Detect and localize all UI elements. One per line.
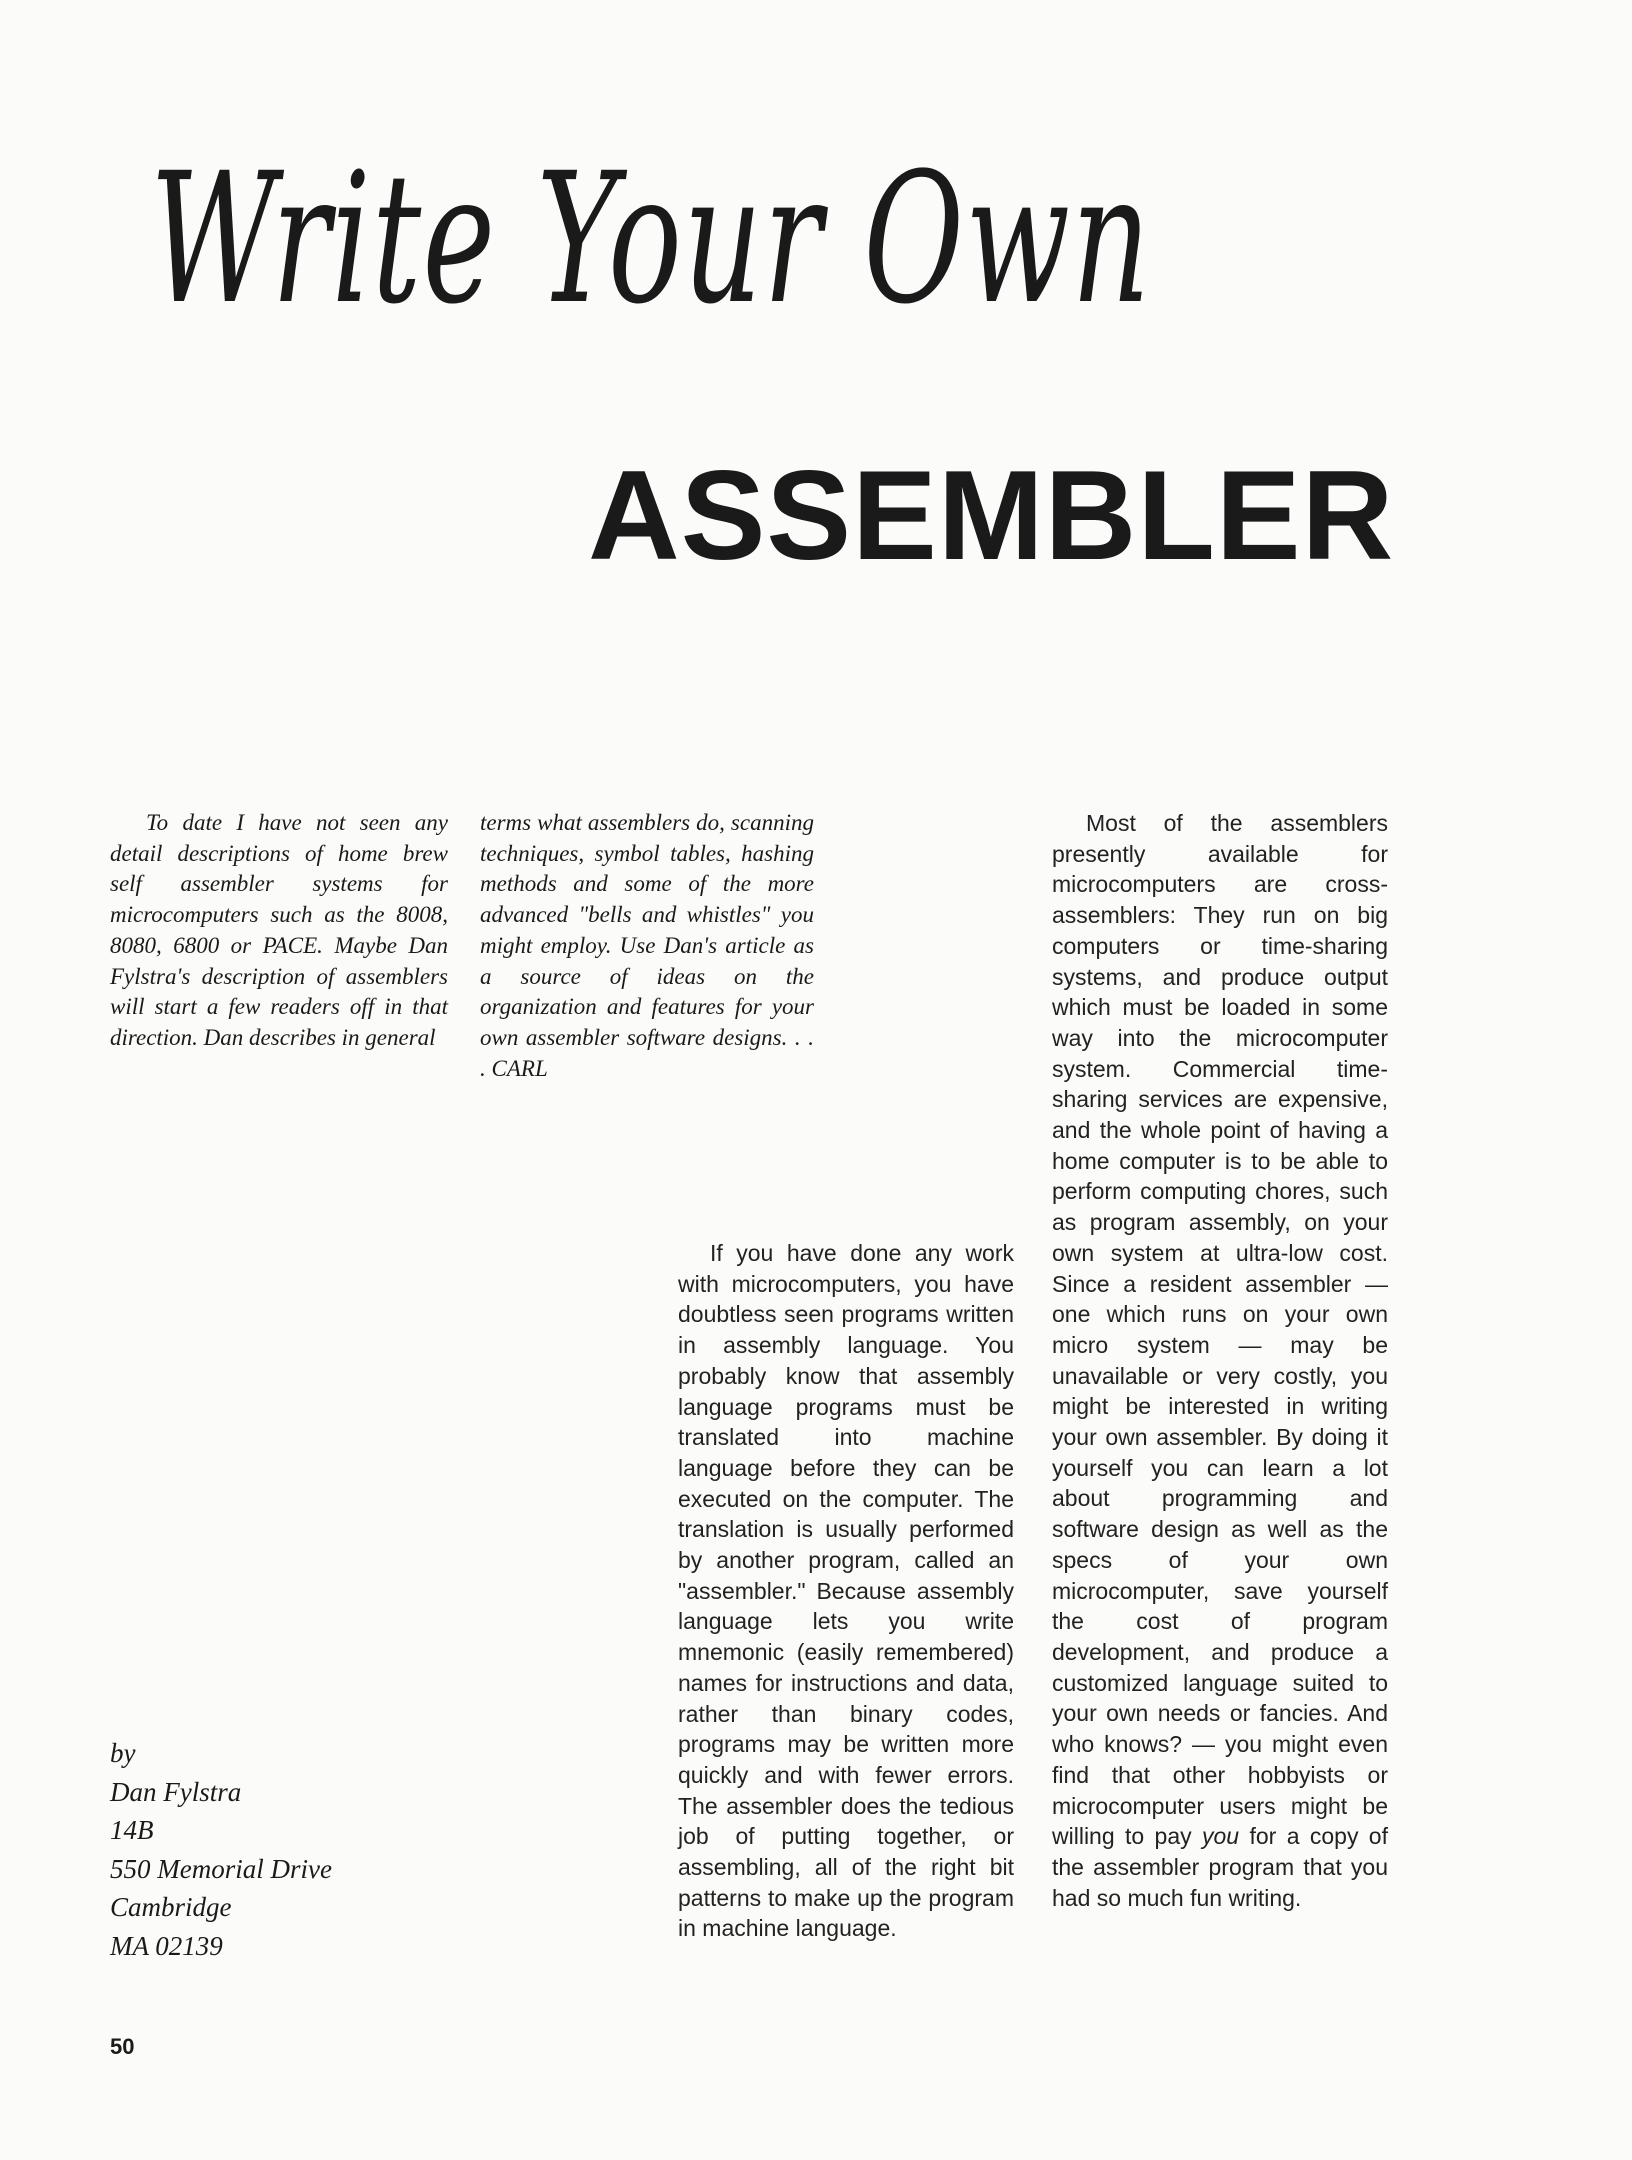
- intro-column-right: terms what assemblers do, scanning techniques, symbol tables, hashing methods and some of the more advanced "bells and whistles" you might employ. Use Dan's article as a source of ideas on the organization and features for your own assembler software designs. . . . CARL: [480, 810, 814, 1081]
- byline-room: 14B: [110, 1815, 154, 1845]
- article-column-middle: If you have done any work with microcomputers, you have doubtless seen programs written in assembly language. You probably know that assembly language programs must be translated into machine language before they can be executed on the computer. The translation is usually performed by another program, called an "assembler." Because assembly language lets you write mnemonic (easily remembered) names for instructions and data, rather than binary codes, programs may be written more quickly and with fewer errors. The assembler does the tedious job of putting together, or assembling, all of the right bit patterns to make up the program in machine language.: [678, 1240, 1014, 1942]
- intro-column-left: To date I have not seen any detail descriptions of home brew self assembler systems for microcomputers such as the 8008, 8080, 6800 or PACE. Maybe Dan Fylstra's description of assemblers will start a few readers off in that direction. Dan describes in general: [110, 810, 448, 1050]
- article-column-right: [1052, 808, 1388, 1913]
- byline-author: Dan Fylstra: [110, 1776, 242, 1807]
- author-byline: [110, 1734, 332, 1965]
- byline-by: by: [110, 1738, 136, 1768]
- byline-city: Cambridge: [110, 1892, 232, 1922]
- article-right-emphasis: you: [1202, 1823, 1240, 1850]
- byline-street: 550 Memorial Drive: [110, 1853, 332, 1884]
- byline-state-zip: MA 02139: [110, 1930, 223, 1961]
- title-script-line: Write Your Own: [150, 135, 1152, 344]
- page-number: 50: [110, 2034, 135, 2059]
- article-right-text-end: for a copy of the assembler program that you had so much fun writing.: [1052, 1823, 1388, 1911]
- article-right-text: Most of the assemblers presently available for microcomputers are cross-assemblers: They run on big computers or time-sharing systems, and produce output which must be loaded in some way into the microcomputer system. Commercial time-sharing services are expensive, and the whole point of having a home computer is to be able to perform computing chores, such as program assembly, on your own system at ultra-low cost. Since a resident assembler — one which runs on your own micro system — may be unavailable or very costly, you might be interested in writing your own assembler. By doing it yourself you can learn a lot about programming and software design as well as the specs of your own microcomputer, save yourself the cost of program development, and produce a customized language suited to your own needs or fancies. And who knows? — you might even find that other hobbyists or microcomputer users might be willing to pay: [1052, 810, 1388, 1850]
- title-main-line: ASSEMBLER: [588, 444, 1395, 586]
